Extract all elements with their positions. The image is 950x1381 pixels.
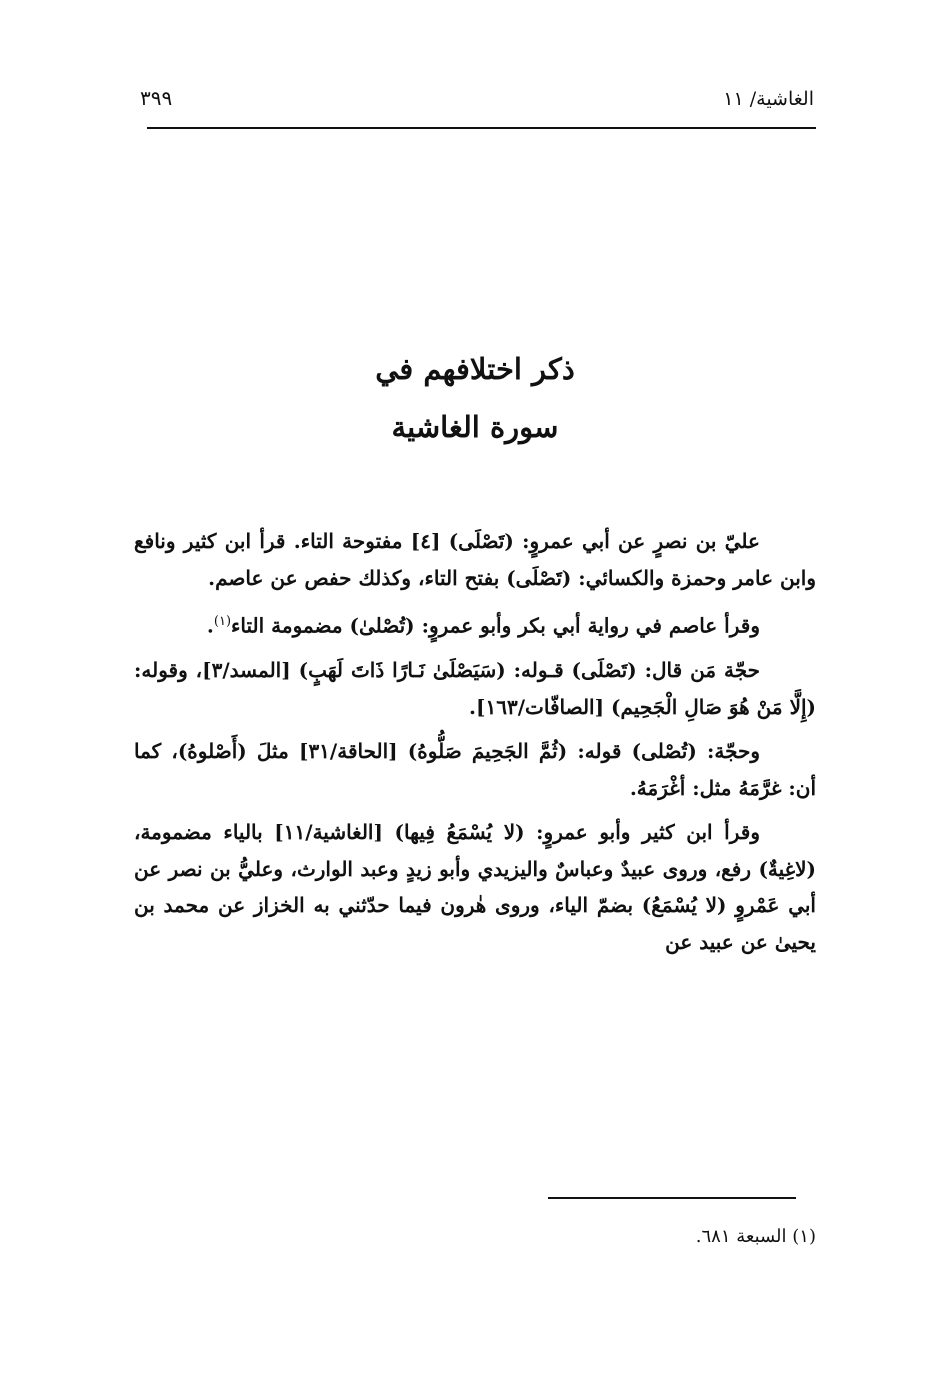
paragraph-tail: .	[206, 613, 214, 638]
paragraph: وقرأ ابن كثير وأبو عمروٍ: (لا يُسْمَعُ فِيها) [الغاشية/١١] بالياء مضمومة، (لاغِيةٌ) رفع، وروى عبيدٌ وعباسٌ واليزيدي وأبو زيدٍ وعبد الوارث، وعليُّ بن نصر عن أبي عَمْروٍ (لا يُسْمَعُ) بضمّ الياء، وروى هٰرون فيما حدّثني به الخزاز عن محمد بن يحيىٰ عن عبيد عن	[134, 820, 816, 954]
paragraph-text: وقرأ عاصم في رواية أبي بكر وأبو عمروٍ: (تُصْلىٰ) مضمومة التاء	[231, 613, 760, 638]
header-rule	[147, 127, 816, 129]
paragraph: عليّ بن نصرٍ عن أبي عمروٍ: (تَصْلَى) [٤] مفتوحة التاء. قرأ ابن كثير ونافع وابن عامر وحمزة والكسائي: (تَصْلَى) بفتح التاء، وكذلك حفص عن عاصم.	[134, 529, 816, 590]
chapter-title-line-2: سورة الغاشية	[391, 410, 559, 444]
footnote: (١) السبعة ٦٨١.	[695, 1226, 816, 1247]
footnote-rule	[548, 1197, 796, 1199]
paragraph: حجّة مَن قال: (تَصْلَى) قـوله: (سَيَصْلَىٰ نَـارًا ذَاتَ لَهَبٍ) [المسد/٣]، وقوله: (إِلَّا مَنْ هُوَ صَالِ الْجَحِيم) [الصافّات/١٦٣].	[134, 658, 816, 719]
paragraph: وحجّة: (تُصْلى) قوله: (ثُمَّ الجَحِيمَ صَلُّوهُ) [الحاقة/٣١] مثلَ (أَصْلوهُ)، كما أن: غرَّمَهُ مثل: أغْرَمَهُ.	[134, 739, 816, 800]
footnote-marker: (١)	[213, 614, 232, 629]
running-head	[136, 86, 814, 120]
body-text	[134, 523, 816, 968]
page-number: ٣٩٩	[140, 86, 173, 110]
running-head-chapter: الغاشية/ ١١	[723, 88, 814, 110]
chapter-title-line-1: ذكر اختلافهم في	[375, 352, 575, 386]
paragraph	[134, 604, 816, 644]
